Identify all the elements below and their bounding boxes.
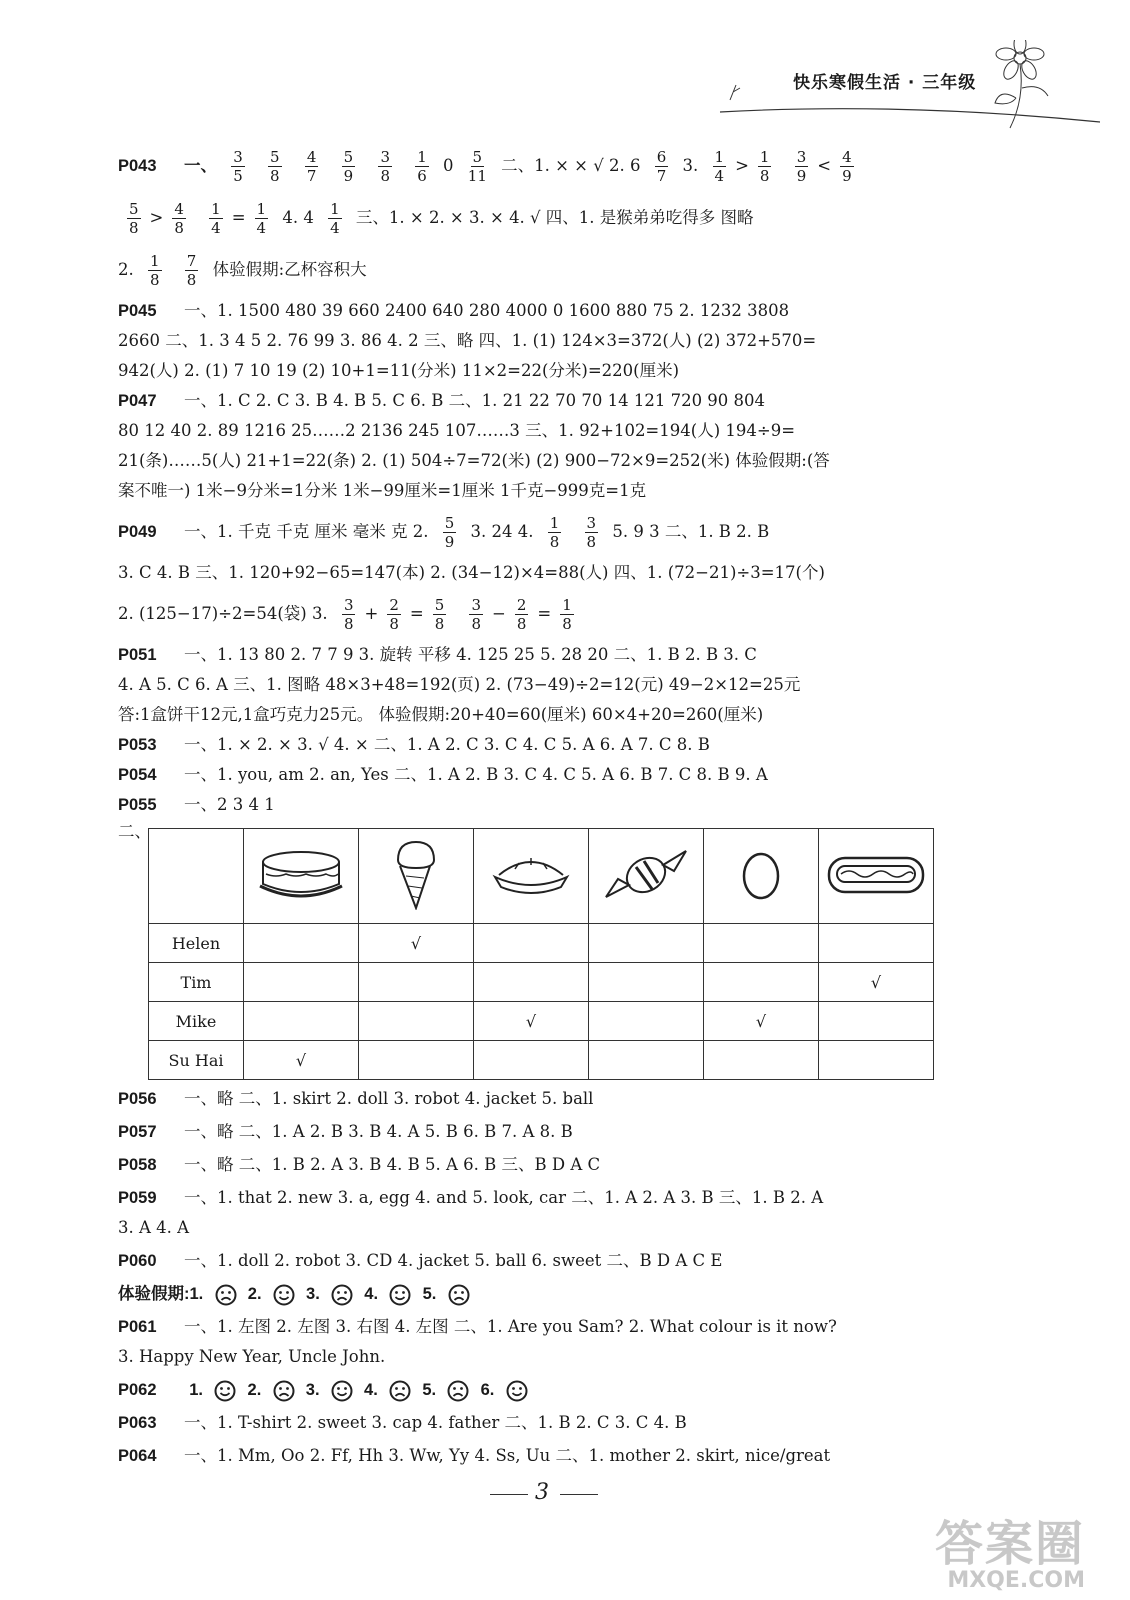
student-name: Helen xyxy=(149,924,244,963)
answer-text: 5. 9 3 二、1. B 2. B xyxy=(612,522,770,541)
answer-line xyxy=(118,326,998,356)
fraction: $\frac{1}{4}$ xyxy=(256,200,267,237)
fraction: $\frac{3}{9}$ xyxy=(796,148,807,185)
table-cell xyxy=(819,924,934,963)
page-label: P055 xyxy=(118,796,157,814)
answer-text: 4. xyxy=(364,1285,379,1303)
answer-line xyxy=(118,244,998,296)
answer-line xyxy=(118,1213,998,1243)
answer-text: 一、1. doll 2. robot 3. CD 4. jacket 5. ball 6. sweet 二、B D A C E xyxy=(184,1251,723,1270)
pie-icon xyxy=(491,849,571,899)
table-cell: √ xyxy=(819,963,934,1002)
answer-line xyxy=(118,506,998,558)
footer-rule xyxy=(560,1494,598,1495)
cake-icon xyxy=(256,844,346,904)
answer-line xyxy=(118,760,998,790)
answer-line xyxy=(118,1342,998,1372)
table-row xyxy=(149,1041,934,1080)
table-row xyxy=(149,924,934,963)
answer-text: 6. xyxy=(480,1381,495,1399)
happy-face-icon xyxy=(273,1284,295,1306)
section-marker: 二、 xyxy=(118,822,151,841)
fraction: $\frac{1}{4}$ xyxy=(714,148,725,185)
fraction: $\frac{3}{5}$ xyxy=(233,148,243,185)
answer-text: < xyxy=(817,156,832,175)
answer-line xyxy=(118,558,998,588)
answer-line xyxy=(118,1312,998,1342)
table-cell xyxy=(149,829,244,924)
table-cell xyxy=(589,924,704,963)
student-name: Mike xyxy=(149,1002,244,1041)
answer-text: 一、2 3 4 1 xyxy=(184,795,275,814)
answer-line xyxy=(118,670,998,700)
answer-text: 一、1. 1500 480 39 660 2400 640 280 4000 0 1600 880 75 2. 1232 3808 xyxy=(184,301,790,320)
answer-text: 2. (125−17)÷2=54(袋) 3. xyxy=(118,604,328,623)
page-label: P062 xyxy=(118,1381,157,1399)
fraction: $\frac{1}{4}$ xyxy=(330,200,340,237)
fraction: $\frac{5}{9}$ xyxy=(444,514,455,551)
answer-line xyxy=(118,296,998,326)
answer-line xyxy=(118,700,998,730)
page-label: P058 xyxy=(118,1156,157,1174)
answer-text: 3. xyxy=(682,156,699,175)
answer-text: 一、1. × 2. × 3. √ 4. × 二、1. A 2. C 3. C 4. C 5. A 6. A 7. C 8. B xyxy=(184,735,710,754)
answer-line xyxy=(118,1084,998,1114)
answer-line xyxy=(118,386,998,416)
answer-text: 一、1. C 2. C 3. B 4. B 5. C 6. B 二、1. 21 22 70 70 14 121 720 90 804 xyxy=(184,391,766,410)
answer-line xyxy=(118,640,998,670)
answer-text: 4. 4 xyxy=(282,208,314,227)
table-cell xyxy=(589,829,704,924)
page-label: P059 xyxy=(118,1189,157,1207)
table-row xyxy=(149,829,934,924)
table-cell xyxy=(589,1041,704,1080)
page-label: P063 xyxy=(118,1414,157,1432)
table-cell xyxy=(704,1041,819,1080)
sad-face-icon xyxy=(448,1284,470,1306)
answer-text: 2660 二、1. 3 4 5 2. 76 99 3. 86 4. 2 三、略 四、1. (1) 124×3=372(人) (2) 372+570= xyxy=(118,331,817,350)
page-label: P064 xyxy=(118,1447,157,1465)
student-name: Tim xyxy=(149,963,244,1002)
page-label: P047 xyxy=(118,392,157,410)
happy-face-icon xyxy=(331,1380,353,1402)
happy-face-icon xyxy=(389,1284,411,1306)
fraction: $\frac{4}{7}$ xyxy=(306,148,317,185)
answer-line xyxy=(118,1441,998,1471)
fraction: $\frac{5}{8}$ xyxy=(129,200,139,237)
table-cell: √ xyxy=(244,1041,359,1080)
table-cell xyxy=(359,829,474,924)
answer-text: 一、1. 13 80 2. 7 7 9 3. 旋转 平移 4. 125 25 5. 28 20 二、1. B 2. B 3. C xyxy=(184,645,757,664)
answer-line xyxy=(118,1150,998,1180)
page-label: P049 xyxy=(118,523,157,541)
fraction: $\frac{2}{8}$ xyxy=(389,596,399,633)
answer-line xyxy=(118,1408,998,1438)
table-row xyxy=(149,1002,934,1041)
footer-rule xyxy=(490,1494,528,1495)
answer-text: = xyxy=(537,604,552,623)
fraction: $\frac{3}{8}$ xyxy=(343,596,354,633)
answer-line xyxy=(118,790,998,820)
answer-text: 4. xyxy=(364,1381,378,1399)
sad-face-icon xyxy=(389,1380,411,1402)
fraction: $\frac{3}{8}$ xyxy=(380,148,390,185)
table-cell xyxy=(819,1041,934,1080)
candy-icon xyxy=(596,839,696,909)
answer-line xyxy=(118,140,998,192)
table-cell xyxy=(244,924,359,963)
page-label: P061 xyxy=(118,1318,157,1336)
table-cell xyxy=(474,1041,589,1080)
answer-line xyxy=(118,416,998,446)
answer-text: 1. xyxy=(189,1381,204,1399)
answer-text: 案不唯一) 1米−9分米=1分米 1米−99厘米=1厘米 1千克−999克=1克 xyxy=(118,481,647,500)
answer-line xyxy=(118,1375,998,1405)
answer-text: 3. 24 4. xyxy=(470,522,534,541)
food-table-section xyxy=(118,820,998,1070)
fraction: $\frac{4}{8}$ xyxy=(174,200,184,237)
answer-text: 答:1盒饼干12元,1盒巧克力25元。 体验假期:20+40=60(厘米) 60×4+20=260(厘米) xyxy=(118,705,764,724)
header-title: 快乐寒假生活 · 三年级 xyxy=(793,73,977,93)
ice-cream-icon xyxy=(386,838,446,910)
answer-text: 3. A 4. A xyxy=(118,1218,190,1237)
table-cell xyxy=(819,1002,934,1041)
answer-line xyxy=(118,1246,998,1276)
sad-face-icon xyxy=(331,1284,353,1306)
answer-text: > xyxy=(735,156,749,175)
fraction: $\frac{1}{6}$ xyxy=(417,148,427,185)
table-cell xyxy=(704,963,819,1002)
answer-text: 4. A 5. C 6. A 三、1. 图略 48×3+48=192(页) 2. (73−49)÷2=12(元) 49−2×12=25元 xyxy=(118,675,801,694)
fraction: $\frac{2}{8}$ xyxy=(516,596,527,633)
happy-face-icon xyxy=(506,1380,528,1402)
answer-text: 2. xyxy=(247,1381,262,1399)
answer-line xyxy=(118,730,998,760)
answer-text: = xyxy=(231,208,246,227)
answer-text: 一、略 二、1. B 2. A 3. B 4. B 5. A 6. B 三、B D A C xyxy=(184,1155,601,1174)
happy-face-icon xyxy=(214,1380,236,1402)
table-cell: √ xyxy=(474,1002,589,1041)
sad-face-icon xyxy=(447,1380,469,1402)
sad-face-icon xyxy=(273,1380,295,1402)
answer-text: 一、略 二、1. skirt 2. doll 3. robot 4. jacket 5. ball xyxy=(184,1089,594,1108)
table-row xyxy=(149,963,934,1002)
watermark-url: MXQE.COM xyxy=(947,1568,1086,1593)
answer-text: 80 12 40 2. 89 1216 25……2 2136 245 107……3 三、1. 92+102=194(人) 194÷9= xyxy=(118,421,796,440)
answer-text: 3. xyxy=(305,1381,320,1399)
sad-face-icon xyxy=(215,1284,237,1306)
answer-text: 0 xyxy=(443,156,454,175)
table-cell xyxy=(589,1002,704,1041)
page-number: 3 xyxy=(535,1480,549,1505)
answer-text: 5. xyxy=(422,1381,437,1399)
page-label: P053 xyxy=(118,736,157,754)
fraction: $\frac{4}{9}$ xyxy=(842,148,852,185)
hot-dog-icon xyxy=(821,844,931,904)
fraction: $\frac{5}{11}$ xyxy=(467,148,487,185)
table-cell xyxy=(244,829,359,924)
answer-content xyxy=(118,140,998,1471)
fraction: $\frac{1}{8}$ xyxy=(562,596,572,633)
table-cell: √ xyxy=(359,924,474,963)
answer-line xyxy=(118,1183,998,1213)
answer-text: + xyxy=(364,604,379,623)
answer-text: 3. C 4. B 三、1. 120+92−65=147(本) 2. (34−12)×4=88(人) 四、1. (72−21)÷3=17(个) xyxy=(118,563,825,582)
answer-text: 942(人) 2. (1) 7 10 19 (2) 10+1=11(分米) 11×2=22(分米)=220(厘米) xyxy=(118,361,680,380)
table-cell xyxy=(244,1002,359,1041)
answer-text: 一、1. Mm, Oo 2. Ff, Hh 3. Ww, Yy 4. Ss, Uu 二、1. mother 2. skirt, nice/great xyxy=(184,1446,831,1465)
answer-text: 一、1. 千克 千克 厘米 毫米 克 2. xyxy=(184,522,429,541)
page-label: P056 xyxy=(118,1090,157,1108)
fraction: $\frac{1}{8}$ xyxy=(150,252,160,289)
fraction: $\frac{1}{4}$ xyxy=(211,200,221,237)
answer-text: 一、1. you, am 2. an, Yes 二、1. A 2. B 3. C 4. C 5. A 6. B 7. C 8. B 9. A xyxy=(184,765,768,784)
answer-text: 体验假期:乙杯容积大 xyxy=(212,260,367,279)
student-name: Su Hai xyxy=(149,1041,244,1080)
fraction: $\frac{5}{9}$ xyxy=(343,148,354,185)
page-label: P045 xyxy=(118,302,157,320)
table-cell xyxy=(474,963,589,1002)
fraction: $\frac{3}{8}$ xyxy=(471,596,482,633)
answer-text: 一、略 二、1. A 2. B 3. B 4. A 5. B 6. B 7. A 8. B xyxy=(184,1122,573,1141)
fraction: $\frac{1}{8}$ xyxy=(549,514,560,551)
page-label: P060 xyxy=(118,1252,157,1270)
table-cell xyxy=(359,1041,474,1080)
answer-text: − xyxy=(492,604,506,623)
table-cell xyxy=(589,963,704,1002)
page-label: P057 xyxy=(118,1123,157,1141)
egg-icon xyxy=(736,844,786,904)
answer-line xyxy=(118,356,998,386)
watermark-text: 答案圈 xyxy=(935,1516,1086,1572)
answer-text: 2. xyxy=(118,260,134,279)
fraction: $\frac{3}{8}$ xyxy=(586,514,597,551)
watermark xyxy=(935,1505,1085,1593)
fraction: $\frac{5}{8}$ xyxy=(434,596,445,633)
answer-text: = xyxy=(409,604,424,623)
table-cell xyxy=(474,924,589,963)
table-cell xyxy=(704,924,819,963)
answer-text: 2. xyxy=(247,1285,262,1303)
fraction: $\frac{6}{7}$ xyxy=(656,148,667,185)
table-cell xyxy=(244,963,359,1002)
answer-text: 1. xyxy=(189,1285,204,1303)
page-label: P051 xyxy=(118,646,157,664)
answer-text: 3. xyxy=(306,1285,320,1303)
table-cell xyxy=(474,829,589,924)
fraction: $\frac{1}{8}$ xyxy=(759,148,770,185)
fraction: $\frac{7}{8}$ xyxy=(186,252,197,289)
table-cell xyxy=(359,963,474,1002)
section-marker: 一、 xyxy=(184,157,217,175)
table-cell: √ xyxy=(704,1002,819,1041)
answer-text: > xyxy=(149,208,164,227)
food-table xyxy=(148,828,934,1080)
answer-text: 三、1. × 2. × 3. × 4. √ 四、1. 是猴弟弟吃得多 图略 xyxy=(355,208,754,227)
page-label: P043 xyxy=(118,157,157,175)
answer-line xyxy=(118,446,998,476)
answer-line xyxy=(118,1279,998,1309)
answer-text: 体验假期: xyxy=(118,1285,190,1303)
table-cell xyxy=(819,829,934,924)
answer-text: 一、1. 左图 2. 左图 3. 右图 4. 左图 二、1. Are you Sam? 2. What colour is it now? xyxy=(184,1317,837,1336)
answer-text: 3. Happy New Year, Uncle John. xyxy=(118,1347,386,1366)
answer-line xyxy=(118,1117,998,1147)
table-cell xyxy=(359,1002,474,1041)
answer-text: 21(条)……5(人) 21+1=22(条) 2. (1) 504÷7=72(米) (2) 900−72×9=252(米) 体验假期:(答 xyxy=(118,451,830,470)
answer-text: 二、1. × × √ 2. 6 xyxy=(501,156,641,175)
answer-line xyxy=(118,588,998,640)
fraction: $\frac{5}{8}$ xyxy=(270,148,280,185)
answer-text: 一、1. T-shirt 2. sweet 3. cap 4. father 二、1. B 2. C 3. C 4. B xyxy=(184,1413,687,1432)
answer-text: 一、1. that 2. new 3. a, egg 4. and 5. look, car 二、1. A 2. A 3. B 三、1. B 2. A xyxy=(184,1188,824,1207)
answer-line xyxy=(118,476,998,506)
answer-text: 5. xyxy=(422,1285,437,1303)
page-label: P054 xyxy=(118,766,157,784)
answer-line xyxy=(118,192,998,244)
table-cell xyxy=(704,829,819,924)
